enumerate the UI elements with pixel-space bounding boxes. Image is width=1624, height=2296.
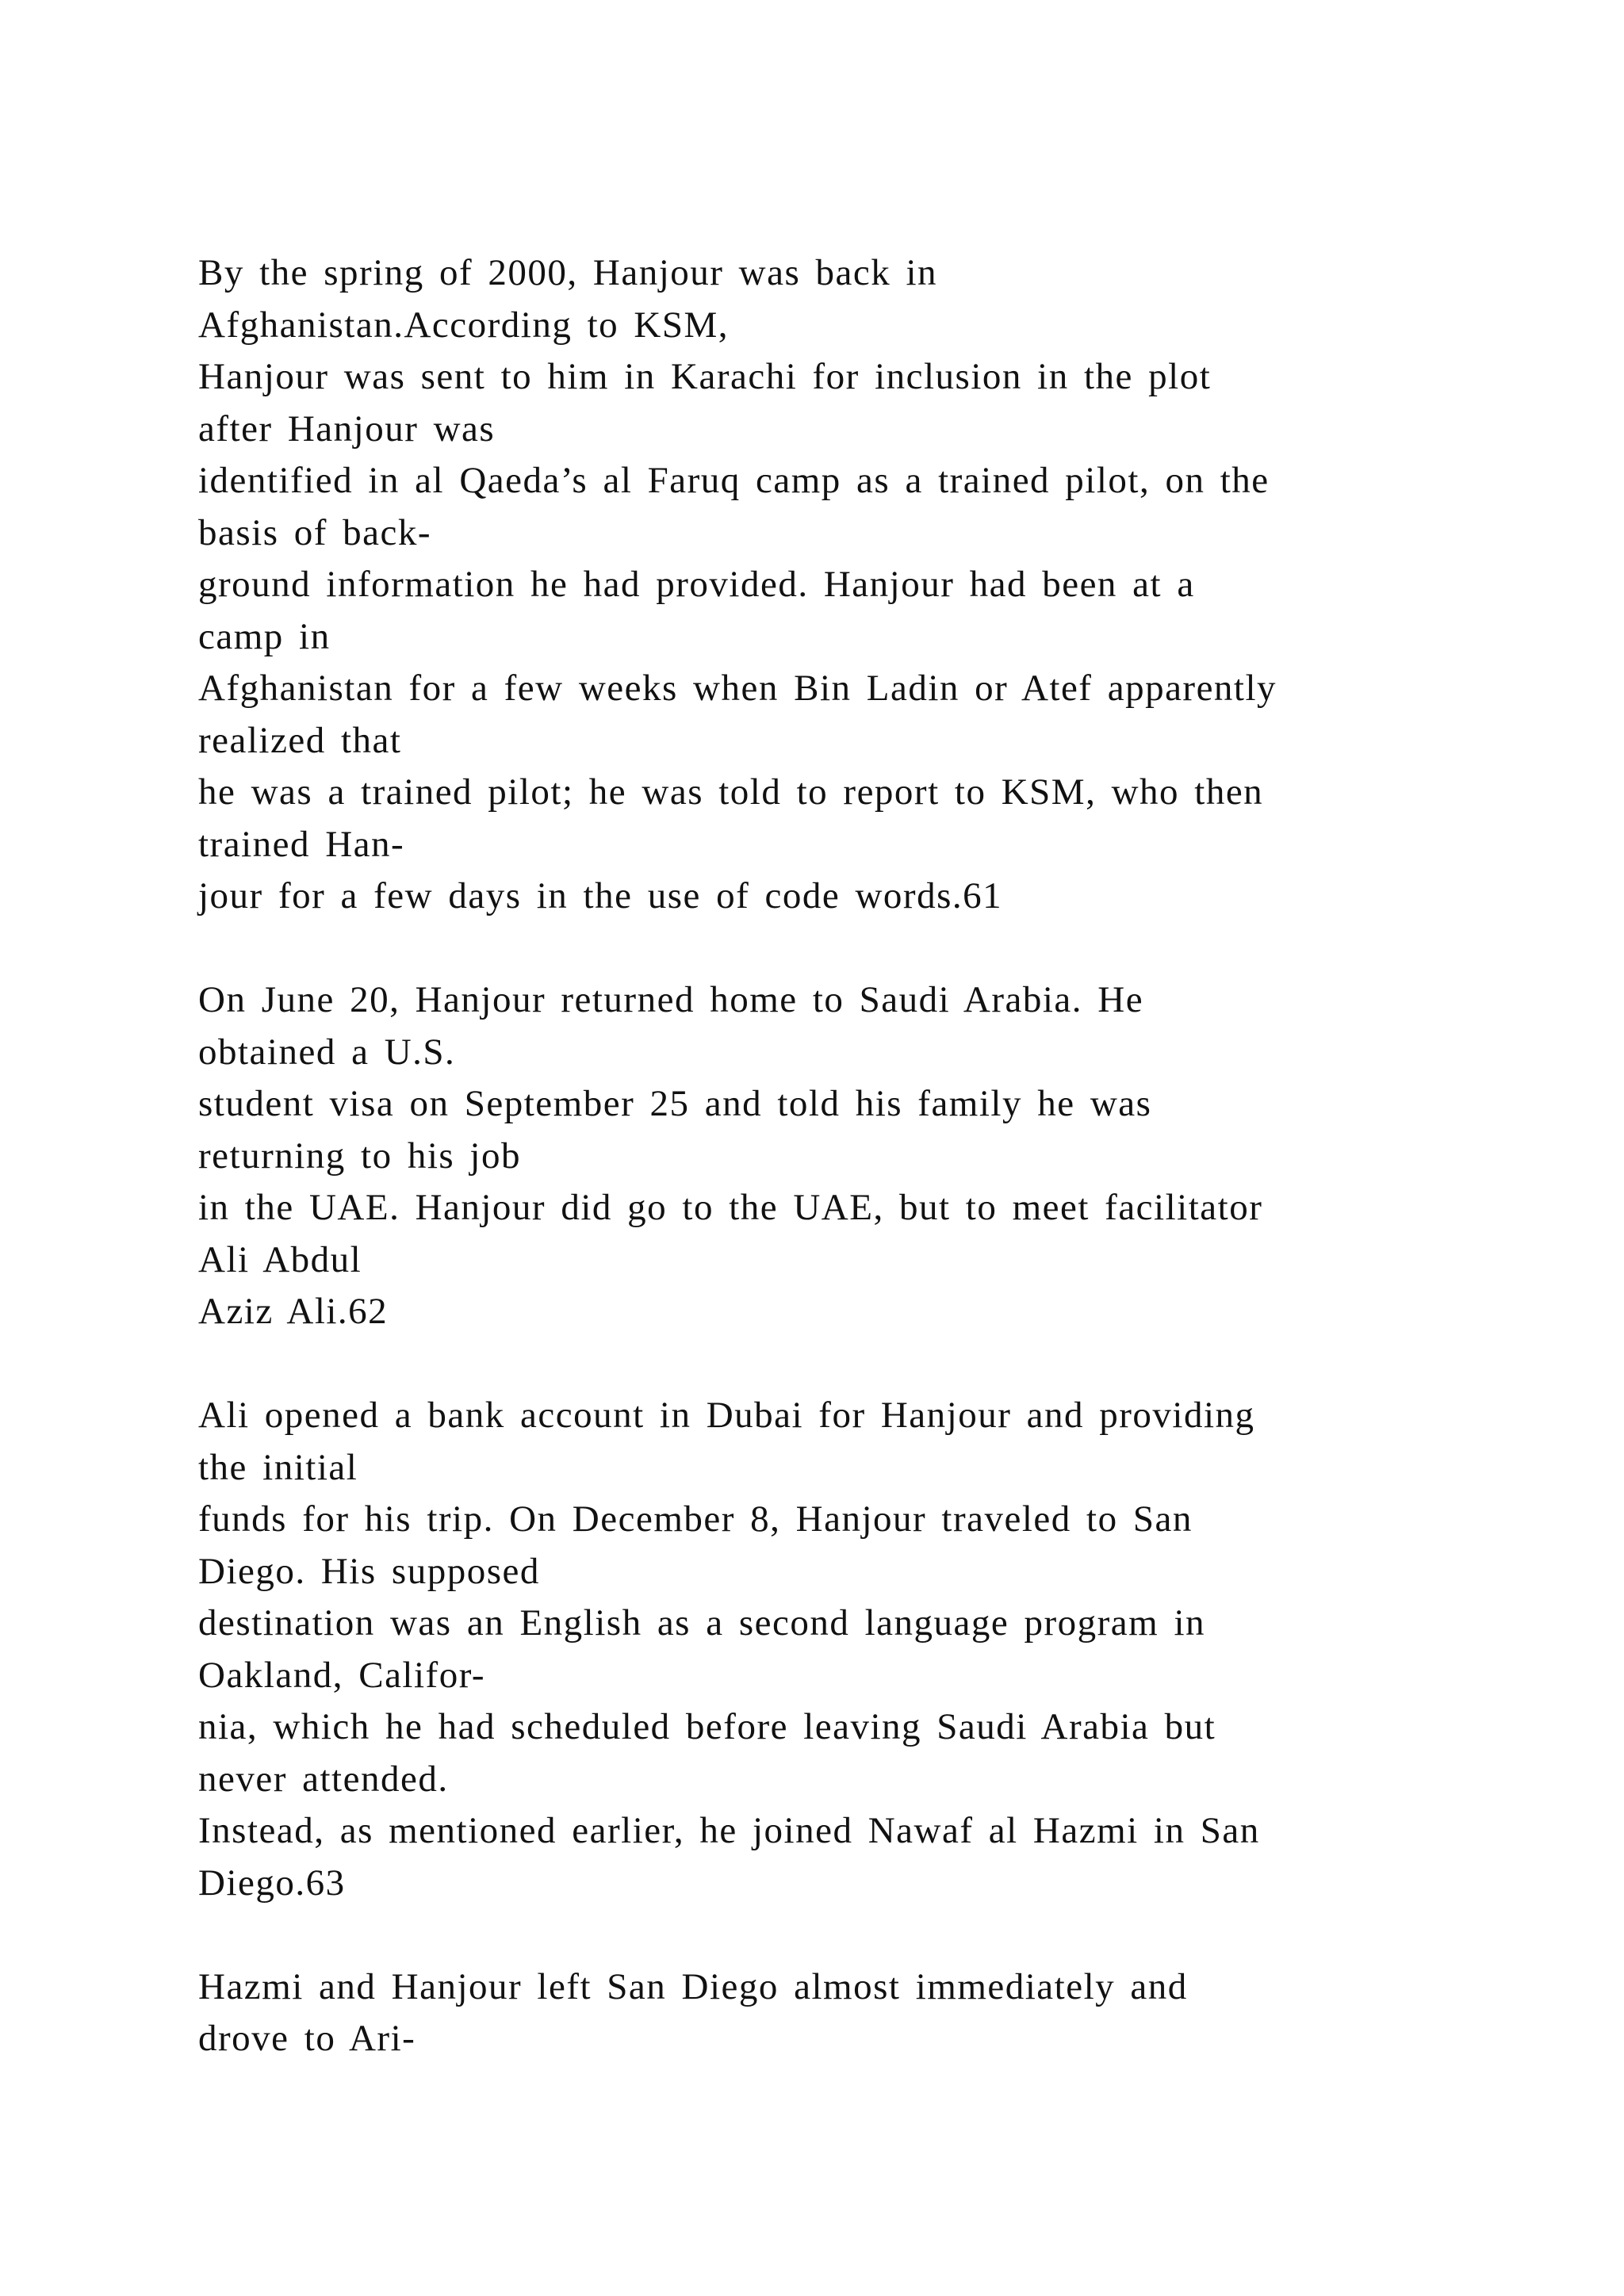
paragraph-2 — [198, 974, 1483, 1338]
text-line: basis of back- — [198, 511, 432, 553]
text-line: returning to his job — [198, 1135, 521, 1177]
text-line: On June 20, Hanjour returned home to Saudi Arabia. He — [198, 979, 1144, 1020]
document-body — [198, 247, 1483, 2117]
text-line: nia, which he had scheduled before leaving Saudi Arabia but — [198, 1706, 1216, 1747]
text-line: student visa on September 25 and told his family he was — [198, 1083, 1152, 1124]
text-line: Diego. His supposed — [198, 1550, 540, 1592]
paragraph-1 — [198, 247, 1483, 923]
text-line: identified in al Qaeda’s al Faruq camp as a trained pilot, on the — [198, 460, 1270, 501]
text-line: Ali opened a bank account in Dubai for Hanjour and providing — [198, 1395, 1255, 1436]
text-line: By the spring of 2000, Hanjour was back in — [198, 252, 938, 293]
text-line: Aziz Ali.62 — [198, 1291, 389, 1332]
text-line: trained Han- — [198, 823, 405, 865]
text-line: Afghanistan.According to KSM, — [198, 304, 730, 346]
text-line: Oakland, Califor- — [198, 1654, 486, 1696]
text-line: Afghanistan for a few weeks when Bin Ladin or Atef apparently — [198, 668, 1277, 709]
text-line: never attended. — [198, 1758, 449, 1800]
text-line: realized that — [198, 719, 402, 761]
text-line: drove to Ari- — [198, 2018, 416, 2059]
text-line: Hazmi and Hanjour left San Diego almost immediately and — [198, 1965, 1188, 2007]
text-line: Ali Abdul — [198, 1238, 362, 1280]
text-line: he was a trained pilot; he was told to report to KSM, who then — [198, 771, 1264, 813]
text-line: in the UAE. Hanjour did go to the UAE, but to meet facilitator — [198, 1187, 1263, 1228]
text-line: funds for his trip. On December 8, Hanjour traveled to San — [198, 1498, 1193, 1540]
text-line: Hanjour was sent to him in Karachi for inclusion in the plot — [198, 356, 1212, 397]
text-line: after Hanjour was — [198, 408, 496, 450]
text-line: camp in — [198, 615, 331, 657]
text-line: destination was an English as a second language program in — [198, 1602, 1206, 1644]
text-line: Diego.63 — [198, 1862, 346, 1904]
paragraph-3 — [198, 1390, 1483, 1909]
text-line: jour for a few days in the use of code words.61 — [198, 875, 1003, 916]
text-line: ground information he had provided. Hanjour had been at a — [198, 564, 1195, 605]
text-line: the initial — [198, 1446, 358, 1488]
text-line: Instead, as mentioned earlier, he joined Nawaf al Hazmi in San — [198, 1810, 1260, 1851]
paragraph-4 — [198, 1961, 1483, 2065]
text-line: obtained a U.S. — [198, 1031, 456, 1073]
